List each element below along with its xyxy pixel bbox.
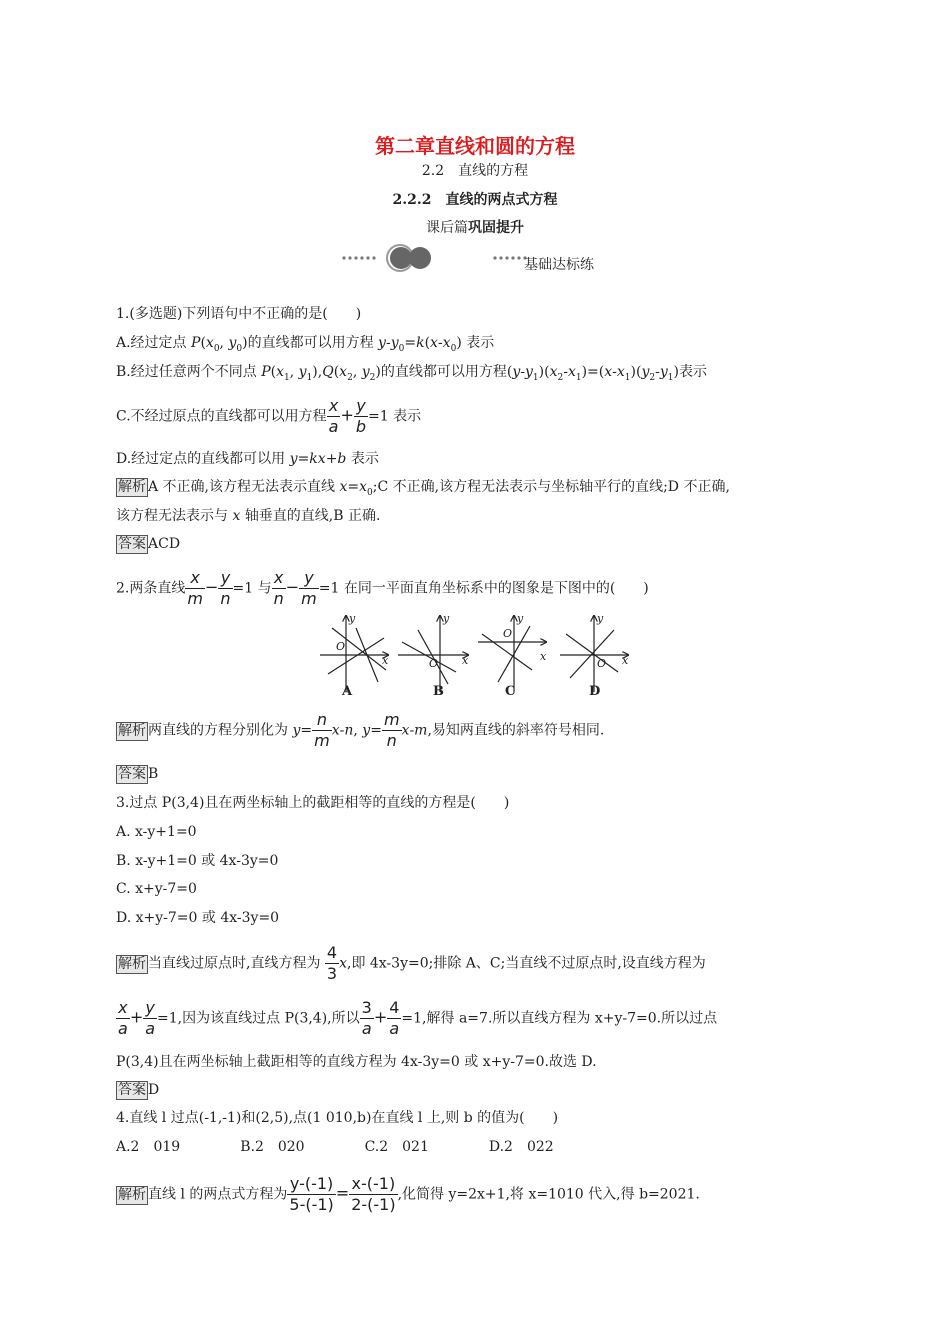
- q1-option-a: A.经过定点 $P(x_0$, $y_0$)的直线都可以用方程 $y-y_0=k(x-x_0)$ 表示: [116, 335, 495, 354]
- banner-decoration: [340, 243, 540, 273]
- q3-option-a: A. x-y+1=0: [116, 824, 197, 840]
- stage-title: [0, 217, 950, 237]
- banner-label: 基础达标练: [524, 257, 594, 273]
- q1-answer: 答案 ACD: [118, 536, 181, 552]
- stage-prefix: 课后篇: [426, 220, 468, 236]
- svg-text:y: y: [443, 612, 450, 625]
- svg-text:O: O: [503, 627, 513, 640]
- chapter-title: 第二章直线和圆的方程: [375, 134, 575, 158]
- svg-text:y: y: [349, 612, 356, 625]
- analysis-tag: 解析: [118, 955, 146, 972]
- q3-stem: 3.过点 P(3,4)且在两坐标轴上的截距相等的直线的方程是( ): [116, 795, 510, 811]
- q3-analysis-end: P(3,4)且在两坐标轴上截距相等的直线方程为 4x-3y=0 或 x+y-7=0.故选 D.: [116, 1054, 597, 1070]
- analysis-tag: 解析: [118, 479, 146, 495]
- q1-stem: 1.(多选题)下列语句中不正确的是( ): [116, 306, 362, 322]
- analysis-tag: 解析: [118, 1186, 146, 1203]
- q2-analysis: 解析 两直线的方程分别化为 y= $\frac{n}{m}$ x-n, y= $\frac{m}{n}$ x-m,易知两直线的斜率符号相同.: [118, 710, 605, 750]
- q1-option-c: C.不经过原点的直线都可以用方程 $\frac{x}{a}$ + $\frac{y}{b}$ =1 表示: [116, 396, 422, 436]
- svg-text:x: x: [540, 650, 547, 663]
- svg-text:y: y: [517, 612, 524, 625]
- graph-label-a: A: [342, 684, 353, 699]
- section-title: 2.2 直线的方程: [421, 163, 529, 179]
- graph-d: [560, 616, 628, 692]
- q2-stem: 2.两条直线 $\frac{x}{m}$ − $\frac{y}{n}$ =1 与 $\frac{x}{n}$ − $\frac{y}{m}$ =1 在同一平面直角坐标系中的图象是下图中的( ): [116, 568, 649, 608]
- q2-answer: 答案 B: [118, 766, 159, 782]
- svg-text:y: y: [597, 612, 604, 625]
- q3-analysis: 解析 当直线过原点时,直线方程为 $\frac{4}{3}$ x,即 4x-3y=0;排除 A、C;当直线不过原点时,设直线方程为: [118, 943, 706, 983]
- q1-option-d: D.经过定点的直线都可以用 y=kx+b 表示: [116, 451, 379, 467]
- dots-right-icon: [493, 256, 526, 259]
- q4-analysis: 解析 直线 l 的两点式方程为 $\frac{y-(-1)}{5-(-1)}$ = $\frac{x-(-1)}{2-(-1)}$ ,化简得 y=2x+1,将 x=1010 代入,得 b=2021.: [118, 1174, 700, 1214]
- dots-left-icon: [342, 256, 375, 259]
- q3-option-b: B. x-y+1=0 或 4x-3y=0: [116, 853, 279, 869]
- answer-tag: 答案: [118, 1082, 146, 1098]
- q3-analysis-cont: $\frac{x}{a}$ + $\frac{y}{a}$ =1,因为该直线过点 P(3,4),所以 $\frac{3}{a}$ + $\frac{4}{a}$ =1,解得 a=7.所以直线方程为 x+y-7=0.所以过点: [118, 998, 718, 1038]
- svg-text:O: O: [429, 657, 439, 670]
- double-circle-icon: [387, 245, 431, 271]
- graph-label-b: B: [433, 684, 444, 699]
- stage-bold: 巩固提升: [468, 220, 524, 236]
- svg-text:x: x: [382, 654, 389, 667]
- q3-option-d: D. x+y-7=0 或 4x-3y=0: [116, 910, 280, 926]
- q3-answer: 答案 D: [118, 1082, 160, 1098]
- svg-text:O: O: [597, 657, 607, 670]
- graph-label-c: C: [505, 684, 516, 699]
- q4-options: A.2 019 B.2 020 C.2 021 D.2 022: [116, 1139, 554, 1155]
- svg-text:x: x: [622, 654, 629, 667]
- graph-label-d: D: [589, 684, 601, 699]
- analysis-tag: 解析: [118, 722, 146, 739]
- q3-option-c: C. x+y-7=0: [116, 881, 197, 897]
- svg-text:x: x: [462, 654, 469, 667]
- subsection-title: 2.2.2 直线的两点式方程: [392, 192, 558, 208]
- q1-analysis-cont: 该方程无法表示与 x 轴垂直的直线,B 正确.: [116, 508, 381, 524]
- answer-tag: 答案: [118, 766, 146, 782]
- q1-option-b: B.经过任意两个不同点 $P(x_1$, $y_1),Q(x_2$, $y_2$)的直线都可以用方程$(y-y_1)(x_2-x_1)=(x-x_1)(y_2-y_1)$表示: [116, 364, 707, 383]
- graph-b: [398, 616, 468, 692]
- q4-stem: 4.直线 l 过点(-1,-1)和(2,5),点(1 010,b)在直线 l 上,则 b 的值为( ): [116, 1110, 559, 1126]
- q1-analysis: 解析 A 不正确,该方程无法表示直线 $x=x_0;C$ 不正确,该方程无法表示与坐标轴平行的直线;D 不正确,: [118, 479, 730, 498]
- graph-a: [320, 616, 388, 692]
- svg-text:O: O: [336, 640, 346, 653]
- answer-tag: 答案: [118, 536, 146, 552]
